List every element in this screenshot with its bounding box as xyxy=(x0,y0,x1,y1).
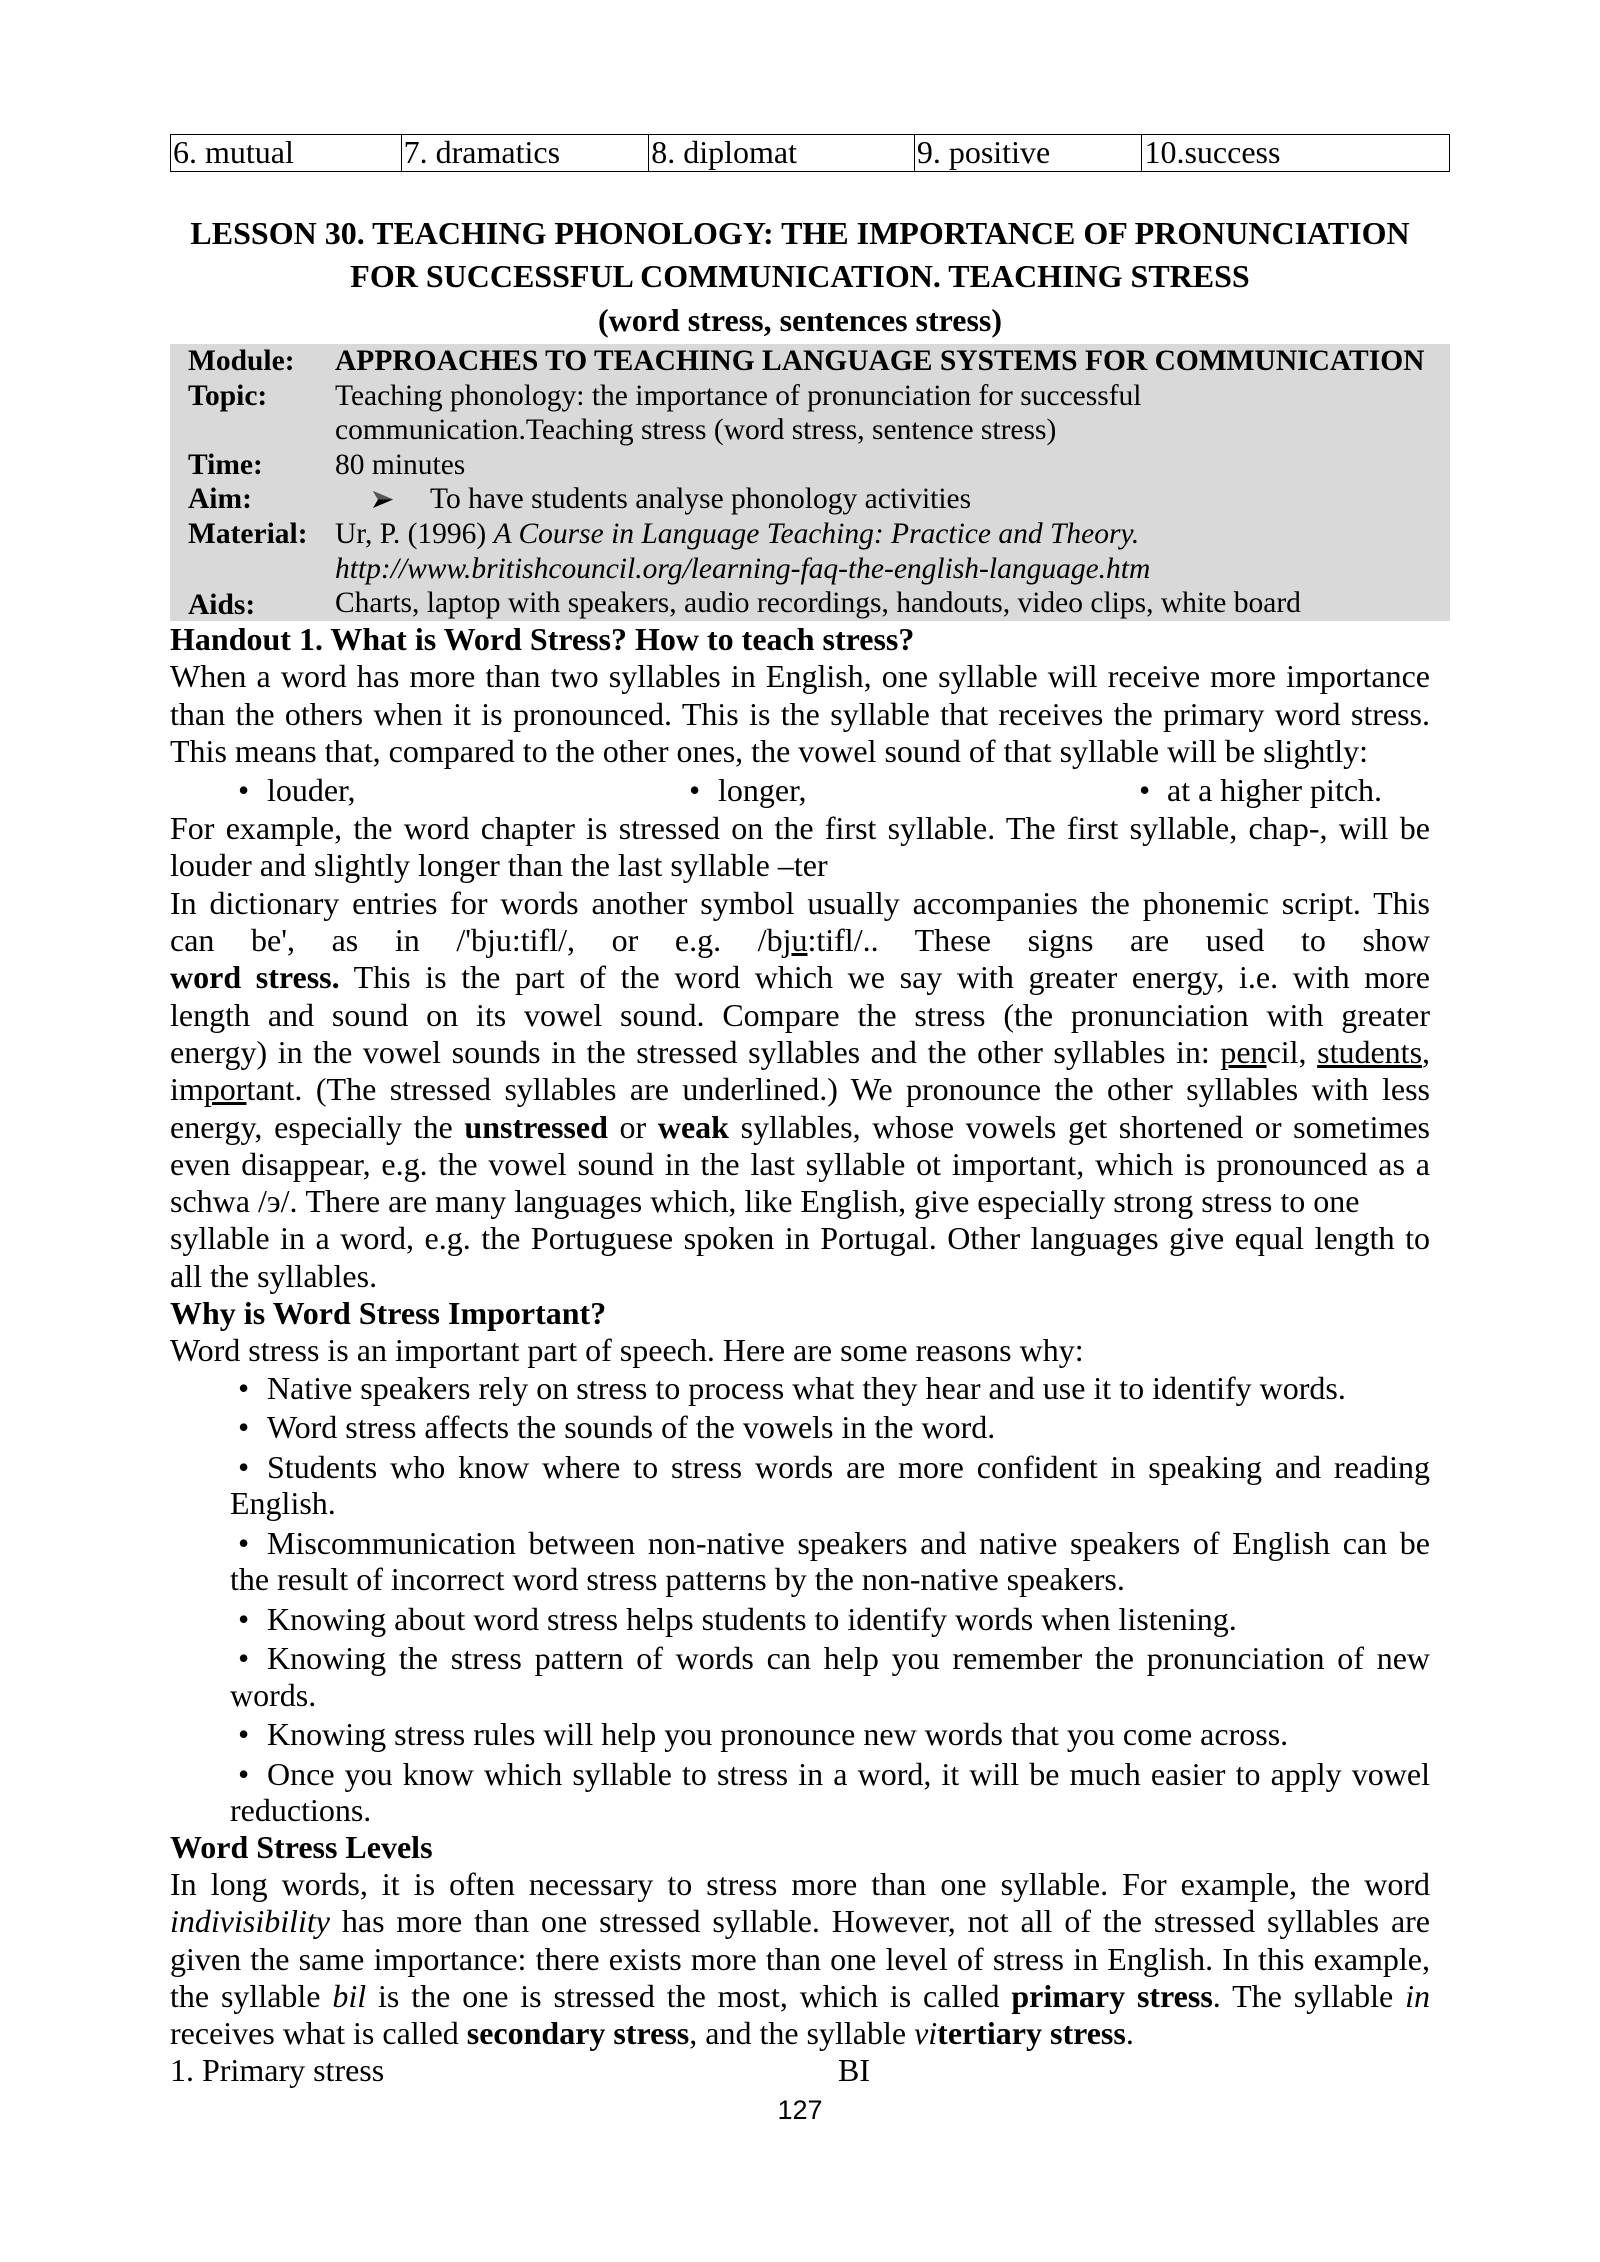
paragraph-line: all the syllables. xyxy=(170,1257,378,1294)
paragraph-line xyxy=(170,2015,1430,2052)
text-segment: or xyxy=(607,1108,658,1145)
italic-term: bil xyxy=(332,1977,367,2014)
text-segment: can be', as in /'bju:tifl/, or e.g. /bj xyxy=(170,922,792,959)
paragraph-line: When a word has more than two syllables in English, one syllable will receive more importance xyxy=(170,658,1430,695)
table-cell: 7. dramatics xyxy=(401,135,649,171)
reason-text: Native speakers rely on stress to process what they hear and use it to identify words. xyxy=(267,1369,1346,1406)
lesson-title-line: LESSON 30. TEACHING PHONOLOGY: THE IMPORTANCE OF PRONUNCIATION xyxy=(190,215,1410,251)
lesson-title xyxy=(0,212,1600,342)
reason-text: Word stress affects the sounds of the vowels in the word. xyxy=(267,1409,996,1446)
time-row xyxy=(170,448,1450,483)
text-segment: . xyxy=(1125,2015,1134,2052)
table-cell: 6. mutual xyxy=(173,135,294,170)
arrowhead-bullet-icon xyxy=(372,490,394,509)
italic-term: indivisibility xyxy=(170,1903,330,1940)
text-segment: energy) in the vowel sounds in the stressed syllables and the other syllables in: xyxy=(170,1033,1221,1070)
module-row xyxy=(170,344,1450,379)
aim-row xyxy=(170,482,1450,517)
material-url-row xyxy=(170,552,1450,587)
text-segment: is the one is stressed the most, which is called xyxy=(366,1977,1012,2014)
topic-row-continued xyxy=(170,413,1450,448)
underlined-syllable: pen xyxy=(1220,1033,1267,1070)
paragraph-line: louder and slightly longer than the last syllable –ter xyxy=(170,847,828,884)
bold-term: primary stress xyxy=(1011,1977,1213,2014)
lesson-subtitle: (word stress, sentences stress) xyxy=(597,301,1003,338)
material-label: Material: xyxy=(188,517,308,550)
text-segment: tant. (The stressed syllables are underlined.) We pronounce the other syllables with less xyxy=(246,1071,1430,1108)
text-segment: , and the syllable xyxy=(689,2015,915,2052)
bullet-icon xyxy=(238,1716,267,1753)
reason-line: reductions. xyxy=(230,1792,372,1829)
reason-item xyxy=(230,1601,1430,1638)
paragraph-line: Word stress is an important part of speech. Here are some reasons why: xyxy=(170,1332,1084,1369)
handout-body xyxy=(170,621,1430,2090)
reason-text: Students who know where to stress words are more confident in speaking and reading xyxy=(267,1448,1430,1485)
text-segment: cil, xyxy=(1266,1033,1318,1070)
reason-text: Once you know which syllable to stress in a word, it will be much easier to apply vowel xyxy=(267,1755,1430,1792)
bullet-icon xyxy=(689,770,700,810)
paragraph-line: given the same importance: there exists more than one level of stress in English. In this example, xyxy=(170,1940,1430,1977)
material-book-title: A Course in Language Teaching: Practice and Theory. xyxy=(493,517,1140,550)
topic-label: Topic: xyxy=(188,379,268,412)
aim-label: Aim: xyxy=(188,483,252,516)
italic-term: in xyxy=(1405,1977,1431,2014)
lesson-info-box xyxy=(170,344,1450,621)
reason-line xyxy=(230,1449,1430,1486)
material-value xyxy=(335,517,1139,552)
underlined-syllable: por xyxy=(203,1071,247,1108)
reason-item xyxy=(230,1370,1430,1407)
reason-line xyxy=(230,1525,1430,1562)
aids-value: Charts, laptop with speakers, audio recordings, handouts, video clips, white board xyxy=(335,587,1301,620)
paragraph-line: length and sound on its vowel sound. Compare the stress (the pronunciation with greater xyxy=(170,996,1430,1033)
material-url: http://www.britishcouncil.org/learning-faq-the-english-language.htm xyxy=(335,552,1151,585)
reason-text: Miscommunication between non-native speakers and native speakers of English can be xyxy=(267,1524,1430,1561)
bullet-icon xyxy=(238,1525,267,1562)
paragraph-line xyxy=(170,1071,1430,1108)
answer-table xyxy=(170,134,1450,172)
text-segment: the syllable xyxy=(170,1977,333,2014)
reason-line xyxy=(230,1716,1430,1753)
paragraph-line: In dictionary entries for words another symbol usually accompanies the phonemic script. This xyxy=(170,884,1430,921)
reason-line xyxy=(230,1370,1430,1407)
reasons-list xyxy=(230,1370,1430,1829)
stress-quality-item: longer, xyxy=(718,772,807,809)
reason-line xyxy=(230,1409,1430,1446)
material-author: Ur, P. (1996) xyxy=(335,517,494,550)
time-label: Time: xyxy=(188,448,263,481)
table-cell: 9. positive xyxy=(914,135,1142,171)
bullet-icon xyxy=(238,1640,267,1677)
time-value: 80 minutes xyxy=(335,448,466,481)
paragraph-line: even disappear, e.g. the vowel sound in the last syllable ot important, which is pronounced as a xyxy=(170,1145,1430,1182)
primary-stress-line xyxy=(170,2052,1430,2089)
module-label: Module: xyxy=(188,345,295,377)
text-segment: . The syllable xyxy=(1212,1977,1406,2014)
bold-term: tertiary stress xyxy=(937,2015,1126,2052)
primary-stress-label: 1. Primary stress xyxy=(170,2052,385,2089)
paragraph-line: syllable in a word, e.g. the Portuguese spoken in Portugal. Other languages give equal length to xyxy=(170,1220,1430,1257)
text-segment: This is the part of the word which we say with greater energy, i.e. with more xyxy=(339,959,1431,996)
text-segment: , xyxy=(1422,1033,1431,1070)
reason-line: words. xyxy=(230,1676,317,1713)
reason-item xyxy=(230,1716,1430,1753)
text-segment: receives what is called xyxy=(170,2015,467,2052)
paragraph-line: than the others when it is pronounced. This is the syllable that receives the primary word stress. xyxy=(170,695,1430,732)
stress-quality-item: louder, xyxy=(267,772,356,809)
lesson-title-line: FOR SUCCESSFUL COMMUNICATION. TEACHING STRESS xyxy=(350,258,1250,295)
reason-item xyxy=(230,1640,1430,1713)
bullet-icon xyxy=(238,1449,267,1486)
topic-row xyxy=(170,379,1450,414)
stress-qualities-list xyxy=(170,770,1430,810)
section-heading: Word Stress Levels xyxy=(170,1828,433,1865)
topic-value: communication.Teaching stress (word stress, sentence stress) xyxy=(335,414,1057,447)
text-segment: im xyxy=(170,1071,204,1108)
reason-item xyxy=(230,1409,1430,1446)
reason-line xyxy=(230,1601,1430,1638)
italic-term: vi xyxy=(914,2015,938,2052)
primary-stress-example: BI xyxy=(838,2052,870,2089)
underlined-syllable: students xyxy=(1317,1033,1423,1070)
reason-item xyxy=(230,1756,1430,1829)
section-heading: Why is Word Stress Important? xyxy=(170,1295,607,1332)
bullet-icon xyxy=(238,770,249,810)
text-segment: :tifl/.. These signs are used to show xyxy=(807,922,1431,959)
paragraph-line xyxy=(170,1034,1430,1071)
reason-line xyxy=(230,1756,1430,1793)
bold-term: word stress. xyxy=(170,959,340,996)
text-segment: has more than one stressed syllable. However, not all of the stressed syllables are xyxy=(329,1903,1430,1940)
paragraph-line: For example, the word chapter is stressed on the first syllable. The first syllable, chap-, will be xyxy=(170,810,1430,847)
aids-row xyxy=(170,586,1450,621)
reason-text: Knowing the stress pattern of words can help you remember the pronunciation of new xyxy=(267,1640,1430,1677)
reason-item xyxy=(230,1525,1430,1598)
bullet-icon xyxy=(238,1409,267,1446)
topic-value: Teaching phonology: the importance of pronunciation for successful xyxy=(335,379,1142,412)
table-cell: 8. diplomat xyxy=(648,135,914,171)
bold-term: weak xyxy=(657,1108,729,1145)
reason-line: the result of incorrect word stress patterns by the non-native speakers. xyxy=(230,1561,1125,1598)
bullet-icon xyxy=(238,1370,267,1407)
underlined-syllable: u xyxy=(791,922,808,959)
paragraph-line: This means that, compared to the other ones, the vowel sound of that syllable will be slightly: xyxy=(170,732,1368,769)
reason-line: English. xyxy=(230,1485,336,1522)
text-segment: syllables, whose vowels get shortened or sometimes xyxy=(728,1108,1431,1145)
aids-label: Aids: xyxy=(188,589,256,622)
handout-heading: Handout 1. What is Word Stress? How to teach stress? xyxy=(170,621,915,657)
bold-term: unstressed xyxy=(464,1108,608,1145)
paragraph-line xyxy=(170,922,1430,959)
reason-text: Knowing about word stress helps students to identify words when listening. xyxy=(267,1600,1237,1637)
bullet-icon xyxy=(238,1601,267,1638)
paragraph-line xyxy=(170,959,1430,996)
reason-text: Knowing stress rules will help you pronounce new words that you come across. xyxy=(267,1716,1289,1753)
bullet-icon xyxy=(1139,770,1150,810)
paragraph-line: schwa /э/. There are many languages which, like English, give especially strong stress to one xyxy=(170,1183,1360,1220)
bullet-icon xyxy=(238,1756,267,1793)
aim-value: To have students analyse phonology activities xyxy=(430,483,972,516)
table-cell: 10.success xyxy=(1141,135,1449,171)
bold-term: secondary stress xyxy=(466,2015,690,2052)
reason-item xyxy=(230,1449,1430,1522)
text-segment: energy, especially the xyxy=(170,1108,465,1145)
paragraph-line xyxy=(170,1978,1430,2015)
material-row xyxy=(170,517,1450,552)
module-value: APPROACHES TO TEACHING LANGUAGE SYSTEMS FOR COMMUNICATION xyxy=(335,345,1425,377)
paragraph-line xyxy=(170,1109,1430,1146)
reason-line xyxy=(230,1640,1430,1677)
stress-quality-item: at a higher pitch. xyxy=(1167,772,1383,809)
page-number: 127 xyxy=(777,2095,823,2125)
paragraph-line: In long words, it is often necessary to stress more than one syllable. For example, the word xyxy=(170,1865,1430,1902)
paragraph-line xyxy=(170,1903,1430,1940)
